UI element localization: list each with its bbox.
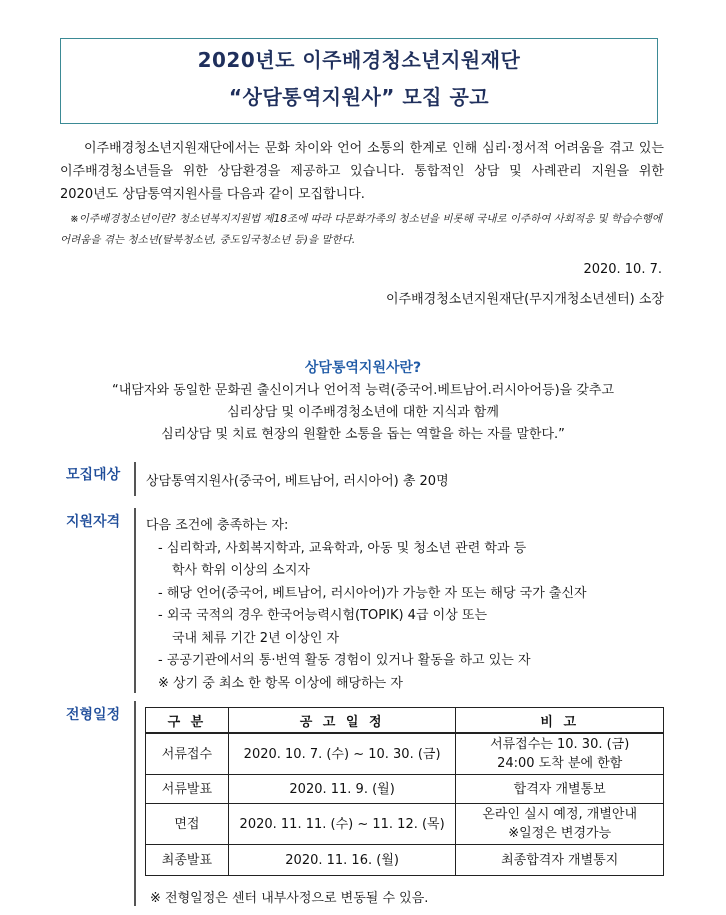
qualification-label: 지원자격 <box>66 514 121 530</box>
qualification-list <box>146 515 587 695</box>
column-header: 비 고 <box>456 708 664 734</box>
stage-cell: 서류발표 <box>146 775 229 804</box>
intro-paragraph: 이주배경청소년지원재단에서는 문화 차이와 언어 소통의 한계로 인해 심리·정서적 어려움을 겪고 있는 이주배경청소년들을 위한 상담환경을 제공하고 있습니다. 통합적인 상담 및 사례관리 지원을 위한 2020년도 상담통역지원사를 다음과 같이 모집합니다. <box>60 141 664 202</box>
period-cell: 2020. 11. 9. (월) <box>228 775 456 804</box>
intro-note: ※이주배경청소년이란? 청소년복지지원법 제18조에 따라 다문화가족의 청소년을 비롯해 국내로 이주하여 사회적응 및 학습수행에 어려움을 겪는 청소년(탈북청소년, 중도입국청소년 등)을 말한다. <box>60 213 662 246</box>
issuer: 이주배경청소년지원재단(무지개청소년센터) 소장 <box>386 292 664 307</box>
section-divider <box>134 508 136 693</box>
stage-cell: 서류접수 <box>146 733 229 775</box>
intro-section <box>60 137 664 206</box>
stage-cell: 최종발표 <box>146 845 229 876</box>
remark-cell <box>456 733 664 775</box>
definition-title: 상담통역지원사란? <box>304 360 422 376</box>
stage-cell: 면접 <box>146 804 229 845</box>
table-row <box>146 845 664 876</box>
remark-cell <box>456 845 664 876</box>
qualification-item: - 외국 국적의 경우 한국어능력시험(TOPIK) 4급 이상 또는 <box>158 608 488 623</box>
announcement-date: 2020. 10. 7. <box>583 262 662 277</box>
schedule-label: 전형일정 <box>66 707 121 723</box>
qualification-item: - 해당 언어(중국어, 베트남어, 러시아어)가 가능한 자 또는 해당 국가 출신자 <box>158 585 587 601</box>
remark-line: 서류접수는 10. 30. (금) <box>490 737 630 752</box>
schedule-note: ※ 전형일정은 센터 내부사정으로 변동될 수 있음. <box>150 891 429 906</box>
definition-quote <box>40 380 686 446</box>
page-title: 2020년도 이주배경청소년지원재단 <box>197 48 521 72</box>
recruit-target-label: 모집대상 <box>66 467 121 483</box>
qualification-intro: 다음 조건에 충족하는 자: <box>146 518 289 533</box>
definition-line: 심리상담 및 이주배경청소년에 대한 지식과 함께 <box>227 405 499 420</box>
qualification-item: ※ 상기 중 최소 한 항목 이상에 해당하는 자 <box>158 675 403 691</box>
remark-line: 온라인 실시 예정, 개별안내 <box>482 807 638 822</box>
table-row <box>146 775 664 804</box>
period-cell: 2020. 10. 7. (수) ~ 10. 30. (금) <box>228 733 456 775</box>
definition-line: 심리상담 및 치료 현장의 원활한 소통을 돕는 역할을 하는 자를 말한다.” <box>161 427 565 442</box>
table-header-row <box>146 708 664 734</box>
title-box <box>60 38 658 124</box>
qualification-item: - 심리학과, 사회복지학과, 교육학과, 아동 및 청소년 관련 학과 등 <box>158 540 527 556</box>
remark-line: 합격자 개별통보 <box>513 781 606 797</box>
table-row <box>146 733 664 775</box>
remark-line: ※일정은 변경가능 <box>508 826 612 841</box>
schedule-table <box>145 707 664 876</box>
qualification-item: 국내 체류 기간 2년 이상인 자 <box>172 630 340 646</box>
column-header: 구 분 <box>146 708 229 734</box>
table-row <box>146 804 664 845</box>
qualification-item: 학사 학위 이상의 소지자 <box>172 563 310 578</box>
remark-line: 24:00 도착 분에 한함 <box>497 756 623 771</box>
section-divider <box>134 701 136 906</box>
section-divider <box>134 462 136 496</box>
definition-line: “내담자와 동일한 문화권 출신이거나 언어적 능력(중국어.베트남어.러시아어등)을 갖추고 <box>111 383 615 398</box>
page-subtitle: “상담통역지원사” 모집 공고 <box>228 85 490 109</box>
intro-note-section <box>60 209 664 251</box>
period-cell: 2020. 11. 11. (수) ~ 11. 12. (목) <box>228 804 456 845</box>
remark-cell <box>456 804 664 845</box>
column-header: 공 고 일 정 <box>228 708 456 734</box>
period-cell: 2020. 11. 16. (월) <box>228 845 456 876</box>
recruit-target-text: 상담통역지원사(중국어, 베트남어, 러시아어) 총 20명 <box>146 474 449 489</box>
qualification-item: - 공공기관에서의 통·번역 활동 경험이 있거나 활동을 하고 있는 자 <box>158 653 531 668</box>
remark-cell <box>456 775 664 804</box>
remark-line: 최종합격자 개별통지 <box>501 852 619 868</box>
